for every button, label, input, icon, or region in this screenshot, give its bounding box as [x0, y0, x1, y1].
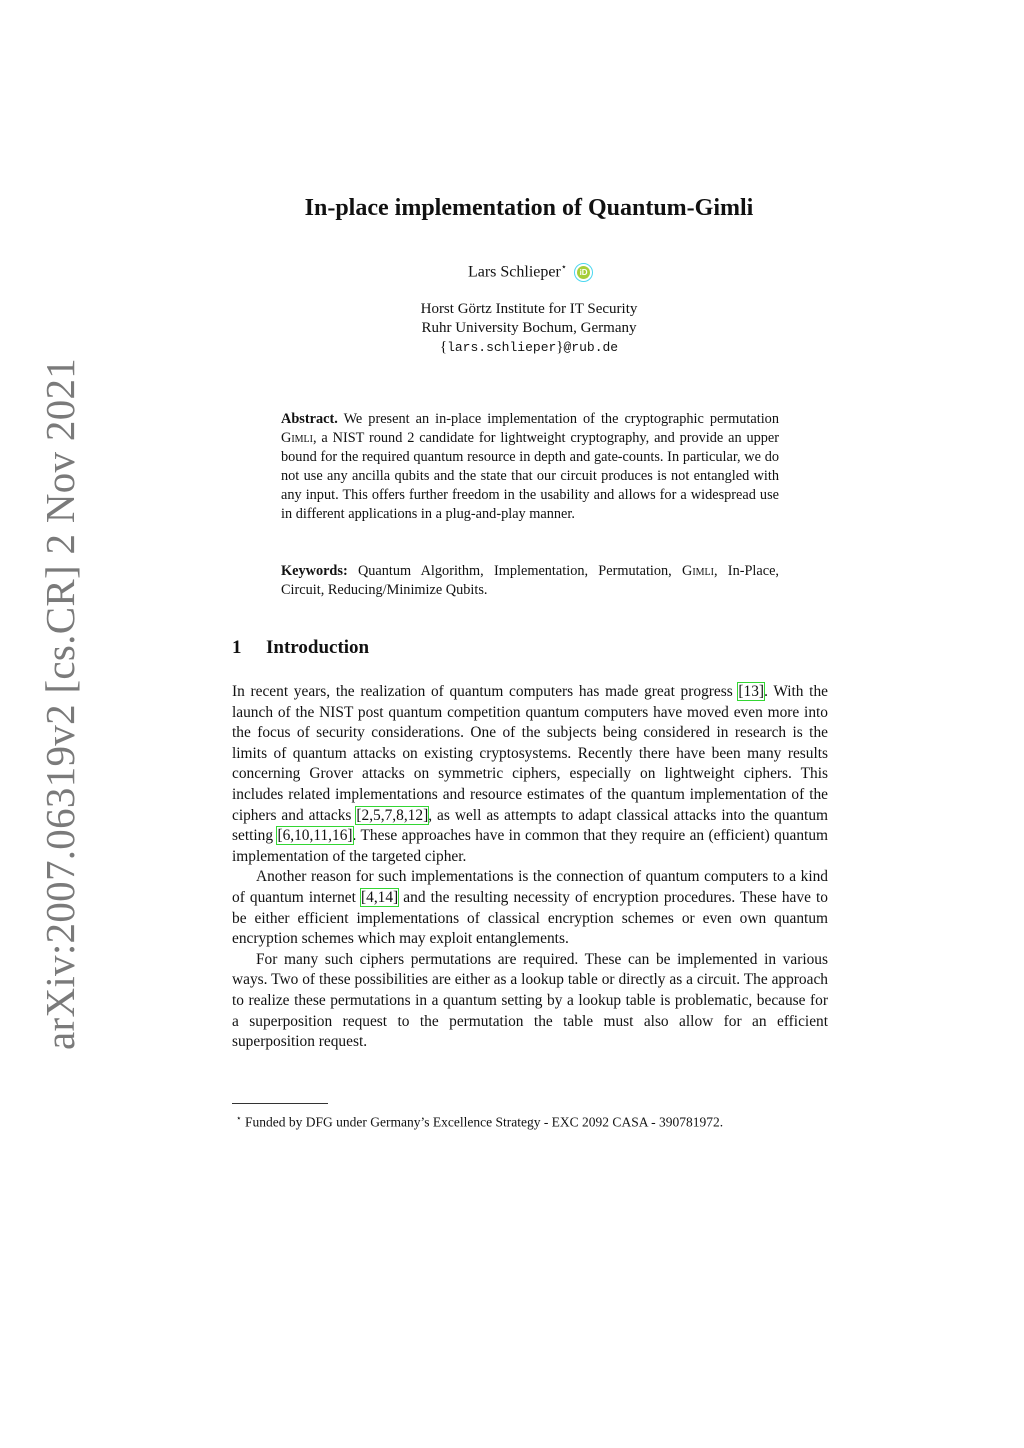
citation-4-14[interactable]: [4,14] — [361, 888, 399, 906]
author-name: Lars Schlieper — [467, 263, 561, 281]
footnote-text: Funded by DFG under Germany’s Excellence Strategy - EXC 2092 CASA - 390781972. — [245, 1114, 724, 1130]
abstract-text-b: , a NIST round 2 candidate for lightweight cryptography, and provide an upper bound for the required quantum resource in depth and gate-counts. In particular, we do not use any ancilla qubits and the state that our circuit produces is not entangled with any input. This offers further freedom in the usability and allows for a widespread use in different applications in a plug-and-play manner. — [281, 429, 779, 522]
intro-p1-text-b: . With the launch of the NIST post quantum competition quantum computers have moved even more into the focus of security considerations. One of the subjects being considered in research is the limits of quantum attacks on existing cryptosystems. Recently there have been many results concerning Grover attacks on symmetric ciphers, especially on lightweight ciphers. This includes related implementations and resource estimates of the quantum implementation of the ciphers and attacks — [232, 683, 828, 824]
affiliation-block — [0, 300, 1024, 357]
citation-2-5-7-8-12[interactable]: [2,5,7,8,12] — [356, 806, 429, 824]
citation-6-10-11-16[interactable]: [6,10,11,16] — [277, 827, 353, 845]
abstract-label: Abstract. — [281, 411, 338, 427]
introduction-body — [232, 682, 828, 1053]
intro-paragraph-2 — [232, 867, 828, 949]
keywords — [281, 562, 779, 600]
intro-paragraph-1 — [232, 682, 828, 867]
affiliation-university: Ruhr University Bochum, Germany — [421, 320, 637, 336]
section-number: 1 — [232, 637, 242, 658]
abstract-text-a: We present an in-place implementation of the cryptographic permutation — [343, 411, 779, 427]
author-email[interactable]: {lars.schlieper}@rub.de — [439, 339, 619, 355]
affiliation-institute: Horst Görtz Institute for IT Security — [420, 301, 638, 317]
footnote-mark: ⋆ — [236, 1113, 242, 1123]
section-title: Introduction — [266, 637, 370, 658]
email-domain: @rub.de — [563, 340, 619, 355]
keywords-gimli: Gimli — [682, 563, 714, 579]
abstract — [281, 410, 779, 523]
intro-paragraph-3: For many such ciphers permutations are required. These can be implemented in various ways. Two of these possibilities are either as a lookup table or directly as a circuit. The approach to realize these permutations in a quantum setting by a lookup table is problematic, because for a superposition request to the permutation the table must also allow for an efficient superposition request. — [232, 950, 828, 1051]
keywords-text-b: , In-Place, Circuit, Reducing/Minimize Qubits. — [281, 563, 780, 598]
citation-13[interactable]: [13] — [738, 683, 765, 700]
orcid-icon[interactable]: iD — [577, 266, 590, 279]
intro-p1-text-d: . These approaches have in common that they require an (efficient) quantum implementation of the targeted cipher. — [232, 827, 828, 865]
keywords-label: Keywords: — [281, 563, 348, 579]
author-footnote-mark: ⋆ — [560, 262, 568, 273]
footnote-body — [232, 1109, 828, 1132]
keywords-text-a: Quantum Algorithm, Implementation, Permutation, — [357, 563, 672, 579]
intro-p2-text-b: and the resulting necessity of encryption procedures. These have to be either efficient implementations of classical encryption schemes or even own quantum encryption schemes which may exploit entanglements. — [232, 888, 828, 948]
section-heading — [232, 637, 828, 659]
footnote-divider — [232, 1103, 328, 1104]
abstract-gimli: Gimli — [281, 429, 313, 446]
intro-p1-text-a: In recent years, the realization of quantum computers has made great progress — [232, 683, 733, 700]
author-line — [0, 262, 1024, 281]
paper-title: In-place implementation of Quantum-Gimli — [304, 195, 754, 221]
intro-p1-text-c: , as well as attempts to adapt classical attacks into the quantum setting — [232, 806, 828, 845]
email-user: lars.schlieper — [447, 340, 557, 355]
footnote — [232, 1109, 828, 1132]
arxiv-identifier: arXiv:2007.06319v2 [cs.CR] 2 Nov 2021 — [37, 357, 83, 1050]
intro-p2-text-a: Another reason for such implementations is the connection of quantum computers to a kind of quantum internet — [232, 868, 828, 906]
